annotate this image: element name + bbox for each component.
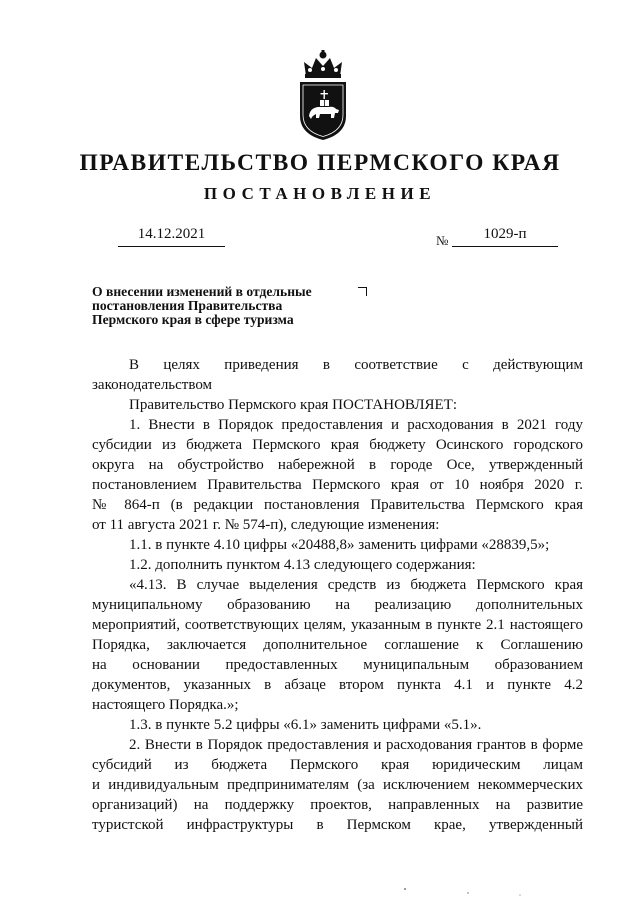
government-title: ПРАВИТЕЛЬСТВО ПЕРМСКОГО КРАЯ — [79, 150, 561, 176]
document-body — [92, 355, 583, 835]
body-line: В целях приведения в соответствие с действующим — [129, 357, 583, 373]
subject-line: О внесении изменений в отдельные — [92, 284, 312, 299]
body-line: 2. Внести в Порядок предоставления и расходования грантов в форме — [129, 737, 583, 753]
document-date: 14.12.2021 — [118, 226, 225, 247]
subject-line: Пермского края в сфере туризма — [92, 312, 294, 327]
body-line: 1.3. в пункте 5.2 цифры «6.1» заменить цифрами «5.1». — [129, 717, 482, 733]
body-line: постановлением Правительства Пермского края от 10 ноября 2020 г. — [92, 477, 583, 493]
document-type: ПОСТАНОВЛЕНИЕ — [203, 184, 437, 203]
body-line: настоящего Порядка.»; — [92, 697, 239, 713]
body-line: документов, указанных в абзаце втором пункта 4.1 и пункте 4.2 — [92, 677, 583, 693]
body-line: от 11 августа 2021 г. № 574-п), следующие изменения: — [92, 517, 440, 533]
body-line: субсидии из бюджета Пермского края бюджету Осинского городского — [92, 437, 583, 453]
body-line: 1.1. в пункте 4.10 цифры «20488,8» заменить цифрами «28839,5»; — [129, 537, 550, 553]
document-subject — [92, 285, 362, 327]
body-line: 1. Внести в Порядок предоставления и расходования в 2021 году — [129, 417, 583, 433]
body-line: туристской инфраструктуры в Пермском крае, утвержденный — [92, 817, 583, 833]
body-line: Правительство Пермского края ПОСТАНОВЛЯЕТ: — [129, 397, 458, 413]
body-line: организаций) на поддержку проектов, направленных на развитие — [92, 797, 583, 813]
body-line: муниципальному образованию на реализацию дополнительных — [92, 597, 583, 613]
body-line: мероприятий, соответствующих целям, указанным в пункте 2.1 настоящего — [92, 617, 583, 633]
body-line: № 864-п (в редакции постановления Правительства Пермского края — [92, 497, 583, 513]
body-line: законодательством — [92, 377, 213, 393]
subject-line: постановления Правительства — [92, 298, 283, 313]
document-number: 1029-п — [452, 226, 558, 247]
body-line: и индивидуальным предпринимателям (за исключением некоммерческих — [92, 777, 583, 793]
body-line: 1.2. дополнить пунктом 4.13 следующего содержания: — [129, 557, 476, 573]
subject-corner-mark — [358, 287, 367, 296]
body-line: «4.13. В случае выделения средств из бюджета Пермского края — [129, 577, 583, 593]
perm-krai-coat-of-arms-icon — [298, 50, 348, 142]
number-sign: № — [436, 233, 449, 248]
body-line: на основании предоставленных муниципальным образованием — [92, 657, 583, 673]
body-line: Порядка, заключается дополнительное соглашение к Соглашению — [92, 637, 583, 653]
body-line: округа на обустройство набережной в городе Осе, утвержденный — [92, 457, 583, 473]
body-line: субсидий из бюджета Пермского края юридическим лицам — [92, 757, 583, 773]
